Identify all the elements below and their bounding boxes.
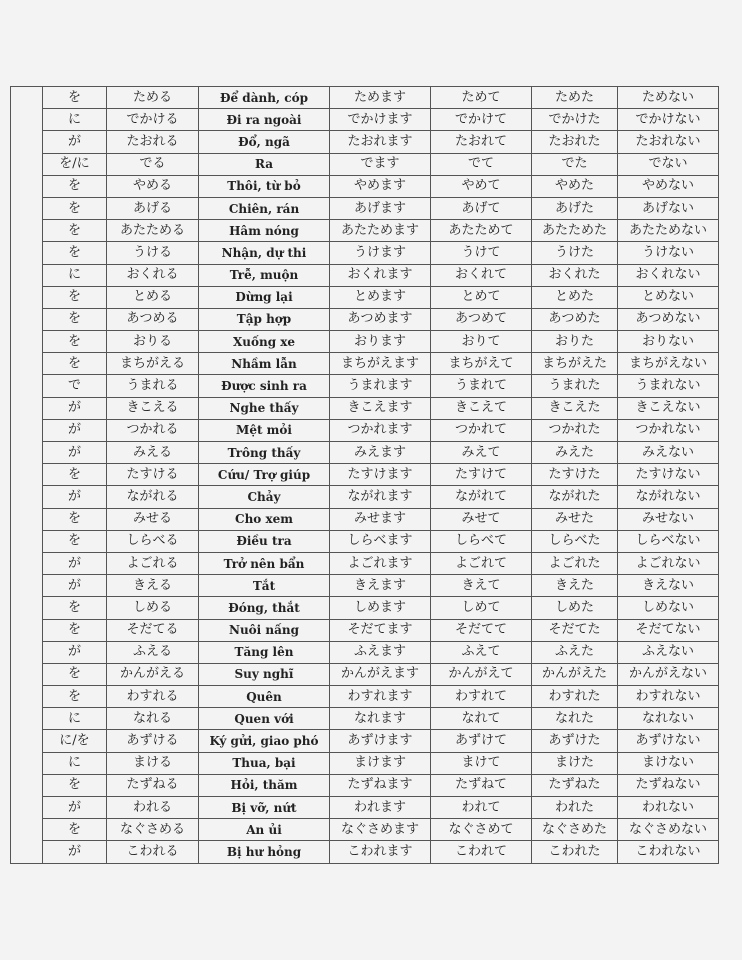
meaning-cell: Hỏi, thăm [199,774,330,796]
te-form-cell: ふえて [431,641,532,663]
particle-cell: が [43,575,107,597]
masu-form-cell: しらべます [330,530,431,552]
ta-form-cell: わすれた [532,686,618,708]
masu-form-cell: おります [330,331,431,353]
table-row [11,841,719,863]
table-row [11,641,719,663]
masu-form-cell: なぐさめます [330,819,431,841]
dictionary-form-cell: たすける [107,464,199,486]
meaning-cell: Nhận, dự thi [199,242,330,264]
nai-form-cell: たずねない [618,774,719,796]
table-row [11,197,719,219]
meaning-cell: Xuống xe [199,331,330,353]
dictionary-form-cell: ふえる [107,641,199,663]
nai-form-cell: なぐさめない [618,819,719,841]
te-form-cell: まけて [431,752,532,774]
table-row [11,419,719,441]
ta-form-cell: みえた [532,442,618,464]
ta-form-cell: きえた [532,575,618,597]
meaning-cell: Thua, bại [199,752,330,774]
meaning-cell: Được sinh ra [199,375,330,397]
particle-cell: で [43,375,107,397]
te-form-cell: あずけて [431,730,532,752]
dictionary-form-cell: われる [107,797,199,819]
verb-conjugation-table [10,86,719,864]
meaning-cell: Để dành, cóp [199,87,330,109]
dictionary-form-cell: おりる [107,331,199,353]
particle-cell: を [43,197,107,219]
dictionary-form-cell: あたためる [107,220,199,242]
masu-form-cell: あずけます [330,730,431,752]
meaning-cell: Cho xem [199,508,330,530]
te-form-cell: つかれて [431,419,532,441]
dictionary-form-cell: しめる [107,597,199,619]
masu-form-cell: そだてます [330,619,431,641]
table-row [11,663,719,685]
dictionary-form-cell: つかれる [107,419,199,441]
particle-cell: に [43,708,107,730]
masu-form-cell: あげます [330,197,431,219]
meaning-cell: Mệt mỏi [199,419,330,441]
nai-form-cell: なれない [618,708,719,730]
meaning-cell: Bị hư hỏng [199,841,330,863]
masu-form-cell: よごれます [330,552,431,574]
masu-form-cell: みせます [330,508,431,530]
te-form-cell: かんがえて [431,663,532,685]
te-form-cell: とめて [431,286,532,308]
dictionary-form-cell: そだてる [107,619,199,641]
meaning-cell: Trông thấy [199,442,330,464]
ta-form-cell: たずねた [532,774,618,796]
nai-form-cell: うけない [618,242,719,264]
dictionary-form-cell: みせる [107,508,199,530]
particle-cell: を [43,530,107,552]
ta-form-cell: でかけた [532,109,618,131]
table-row [11,131,719,153]
meaning-cell: Trở nên bẩn [199,552,330,574]
ta-form-cell: ながれた [532,486,618,508]
masu-form-cell: わすれます [330,686,431,708]
nai-form-cell: ふえない [618,641,719,663]
table-row [11,353,719,375]
particle-cell: が [43,419,107,441]
nai-form-cell: きこえない [618,397,719,419]
ta-form-cell: おくれた [532,264,618,286]
ta-form-cell: うけた [532,242,618,264]
dictionary-form-cell: よごれる [107,552,199,574]
dictionary-form-cell: でかける [107,109,199,131]
table-row [11,242,719,264]
table-row [11,774,719,796]
nai-form-cell: たすけない [618,464,719,486]
table-row [11,109,719,131]
te-form-cell: ためて [431,87,532,109]
blank-margin-cell [11,87,43,864]
masu-form-cell: きこえます [330,397,431,419]
nai-form-cell: ためない [618,87,719,109]
dictionary-form-cell: でる [107,153,199,175]
masu-form-cell: かんがえます [330,663,431,685]
particle-cell: を [43,819,107,841]
dictionary-form-cell: こわれる [107,841,199,863]
meaning-cell: Tắt [199,575,330,597]
nai-form-cell: よごれない [618,552,719,574]
dictionary-form-cell: やめる [107,175,199,197]
meaning-cell: An ủi [199,819,330,841]
particle-cell: を [43,286,107,308]
meaning-cell: Nghe thấy [199,397,330,419]
masu-form-cell: ふえます [330,641,431,663]
masu-form-cell: われます [330,797,431,819]
dictionary-form-cell: きこえる [107,397,199,419]
table-row [11,375,719,397]
particle-cell: に/を [43,730,107,752]
ta-form-cell: あげた [532,197,618,219]
dictionary-form-cell: たおれる [107,131,199,153]
meaning-cell: Nhầm lẫn [199,353,330,375]
te-form-cell: なぐさめて [431,819,532,841]
ta-form-cell: おりた [532,331,618,353]
nai-form-cell: しめない [618,597,719,619]
table-row [11,819,719,841]
nai-form-cell: おくれない [618,264,719,286]
meaning-cell: Ký gửi, giao phó [199,730,330,752]
table-row [11,486,719,508]
dictionary-form-cell: あずける [107,730,199,752]
te-form-cell: たずねて [431,774,532,796]
particle-cell: を [43,597,107,619]
table-row [11,286,719,308]
nai-form-cell: こわれない [618,841,719,863]
nai-form-cell: あたためない [618,220,719,242]
table-row [11,220,719,242]
nai-form-cell: やめない [618,175,719,197]
te-form-cell: たすけて [431,464,532,486]
meaning-cell: Suy nghĩ [199,663,330,685]
dictionary-form-cell: しらべる [107,530,199,552]
masu-form-cell: たすけます [330,464,431,486]
table-row [11,708,719,730]
ta-form-cell: しらべた [532,530,618,552]
meaning-cell: Trễ, muộn [199,264,330,286]
particle-cell: を [43,175,107,197]
ta-form-cell: そだてた [532,619,618,641]
table-row [11,442,719,464]
ta-form-cell: きこえた [532,397,618,419]
nai-form-cell: でかけない [618,109,719,131]
ta-form-cell: みせた [532,508,618,530]
ta-form-cell: まけた [532,752,618,774]
ta-form-cell: たすけた [532,464,618,486]
dictionary-form-cell: あげる [107,197,199,219]
nai-form-cell: ながれない [618,486,719,508]
ta-form-cell: あつめた [532,308,618,330]
ta-form-cell: われた [532,797,618,819]
ta-form-cell: やめた [532,175,618,197]
nai-form-cell: つかれない [618,419,719,441]
meaning-cell: Cứu/ Trợ giúp [199,464,330,486]
table-row [11,87,719,109]
te-form-cell: われて [431,797,532,819]
dictionary-form-cell: ながれる [107,486,199,508]
masu-form-cell: なれます [330,708,431,730]
table-row [11,597,719,619]
meaning-cell: Quên [199,686,330,708]
particle-cell: が [43,797,107,819]
particle-cell: に [43,109,107,131]
table-row [11,575,719,597]
te-form-cell: そだてて [431,619,532,641]
meaning-cell: Ra [199,153,330,175]
ta-form-cell: でた [532,153,618,175]
masu-form-cell: あつめます [330,308,431,330]
te-form-cell: ながれて [431,486,532,508]
particle-cell: が [43,552,107,574]
masu-form-cell: おくれます [330,264,431,286]
te-form-cell: おくれて [431,264,532,286]
table-row [11,686,719,708]
meaning-cell: Bị vỡ, nứt [199,797,330,819]
te-form-cell: でかけて [431,109,532,131]
particle-cell: を [43,508,107,530]
table-row [11,752,719,774]
te-form-cell: うまれて [431,375,532,397]
table-row [11,331,719,353]
ta-form-cell: ためた [532,87,618,109]
nai-form-cell: しらべない [618,530,719,552]
dictionary-form-cell: あつめる [107,308,199,330]
te-form-cell: なれて [431,708,532,730]
ta-form-cell: なぐさめた [532,819,618,841]
table-row [11,508,719,530]
ta-form-cell: たおれた [532,131,618,153]
te-form-cell: たおれて [431,131,532,153]
nai-form-cell: きえない [618,575,719,597]
meaning-cell: Quen với [199,708,330,730]
particle-cell: に [43,752,107,774]
masu-form-cell: でます [330,153,431,175]
table-row [11,175,719,197]
masu-form-cell: でかけます [330,109,431,131]
masu-form-cell: たおれます [330,131,431,153]
nai-form-cell: あげない [618,197,719,219]
dictionary-form-cell: みえる [107,442,199,464]
dictionary-form-cell: ためる [107,87,199,109]
te-form-cell: しめて [431,597,532,619]
masu-form-cell: とめます [330,286,431,308]
masu-form-cell: みえます [330,442,431,464]
particle-cell: を [43,87,107,109]
te-form-cell: あげて [431,197,532,219]
particle-cell: を [43,308,107,330]
table-row [11,308,719,330]
te-form-cell: きえて [431,575,532,597]
table-row [11,397,719,419]
particle-cell: を [43,686,107,708]
masu-form-cell: しめます [330,597,431,619]
nai-form-cell: おりない [618,331,719,353]
meaning-cell: Đóng, thắt [199,597,330,619]
dictionary-form-cell: とめる [107,286,199,308]
meaning-cell: Nuôi nấng [199,619,330,641]
masu-form-cell: うけます [330,242,431,264]
particle-cell: を [43,464,107,486]
ta-form-cell: かんがえた [532,663,618,685]
meaning-cell: Đi ra ngoài [199,109,330,131]
dictionary-form-cell: うまれる [107,375,199,397]
particle-cell: を [43,619,107,641]
meaning-cell: Đổ, ngã [199,131,330,153]
te-form-cell: きこえて [431,397,532,419]
dictionary-form-cell: なぐさめる [107,819,199,841]
masu-form-cell: まちがえます [330,353,431,375]
meaning-cell: Tập hợp [199,308,330,330]
te-form-cell: あたためて [431,220,532,242]
particle-cell: を [43,774,107,796]
te-form-cell: こわれて [431,841,532,863]
particle-cell: が [43,442,107,464]
masu-form-cell: こわれます [330,841,431,863]
particle-cell: を/に [43,153,107,175]
meaning-cell: Điều tra [199,530,330,552]
masu-form-cell: たずねます [330,774,431,796]
nai-form-cell: あつめない [618,308,719,330]
nai-form-cell: たおれない [618,131,719,153]
ta-form-cell: あたためた [532,220,618,242]
ta-form-cell: とめた [532,286,618,308]
dictionary-form-cell: きえる [107,575,199,597]
dictionary-form-cell: かんがえる [107,663,199,685]
meaning-cell: Thôi, từ bỏ [199,175,330,197]
particle-cell: を [43,353,107,375]
dictionary-form-cell: まける [107,752,199,774]
ta-form-cell: よごれた [532,552,618,574]
nai-form-cell: まけない [618,752,719,774]
masu-form-cell: あたためます [330,220,431,242]
ta-form-cell: こわれた [532,841,618,863]
particle-cell: が [43,131,107,153]
masu-form-cell: つかれます [330,419,431,441]
ta-form-cell: ふえた [532,641,618,663]
particle-cell: を [43,220,107,242]
te-form-cell: でて [431,153,532,175]
particle-cell: が [43,641,107,663]
table-row [11,264,719,286]
particle-cell: を [43,663,107,685]
nai-form-cell: あずけない [618,730,719,752]
table-row [11,730,719,752]
masu-form-cell: ながれます [330,486,431,508]
meaning-cell: Tăng lên [199,641,330,663]
masu-form-cell: やめます [330,175,431,197]
te-form-cell: やめて [431,175,532,197]
particle-cell: に [43,264,107,286]
te-form-cell: みせて [431,508,532,530]
table-row [11,619,719,641]
particle-cell: を [43,331,107,353]
dictionary-form-cell: なれる [107,708,199,730]
particle-cell: を [43,242,107,264]
nai-form-cell: かんがえない [618,663,719,685]
masu-form-cell: まけます [330,752,431,774]
te-form-cell: よごれて [431,552,532,574]
masu-form-cell: きえます [330,575,431,597]
te-form-cell: うけて [431,242,532,264]
table-row [11,153,719,175]
dictionary-form-cell: おくれる [107,264,199,286]
table-row [11,797,719,819]
table-row [11,530,719,552]
nai-form-cell: まちがえない [618,353,719,375]
ta-form-cell: あずけた [532,730,618,752]
particle-cell: が [43,486,107,508]
masu-form-cell: ためます [330,87,431,109]
nai-form-cell: でない [618,153,719,175]
meaning-cell: Hâm nóng [199,220,330,242]
verb-table-body [11,87,719,864]
particle-cell: が [43,841,107,863]
nai-form-cell: そだてない [618,619,719,641]
nai-form-cell: みせない [618,508,719,530]
dictionary-form-cell: わすれる [107,686,199,708]
table-row [11,552,719,574]
te-form-cell: みえて [431,442,532,464]
table-row [11,464,719,486]
nai-form-cell: わすれない [618,686,719,708]
meaning-cell: Chảy [199,486,330,508]
te-form-cell: おりて [431,331,532,353]
nai-form-cell: うまれない [618,375,719,397]
te-form-cell: しらべて [431,530,532,552]
te-form-cell: まちがえて [431,353,532,375]
ta-form-cell: なれた [532,708,618,730]
ta-form-cell: しめた [532,597,618,619]
nai-form-cell: とめない [618,286,719,308]
meaning-cell: Dừng lại [199,286,330,308]
ta-form-cell: うまれた [532,375,618,397]
dictionary-form-cell: うける [107,242,199,264]
meaning-cell: Chiên, rán [199,197,330,219]
te-form-cell: わすれて [431,686,532,708]
nai-form-cell: われない [618,797,719,819]
dictionary-form-cell: まちがえる [107,353,199,375]
dictionary-form-cell: たずねる [107,774,199,796]
nai-form-cell: みえない [618,442,719,464]
particle-cell: が [43,397,107,419]
ta-form-cell: つかれた [532,419,618,441]
ta-form-cell: まちがえた [532,353,618,375]
te-form-cell: あつめて [431,308,532,330]
masu-form-cell: うまれます [330,375,431,397]
